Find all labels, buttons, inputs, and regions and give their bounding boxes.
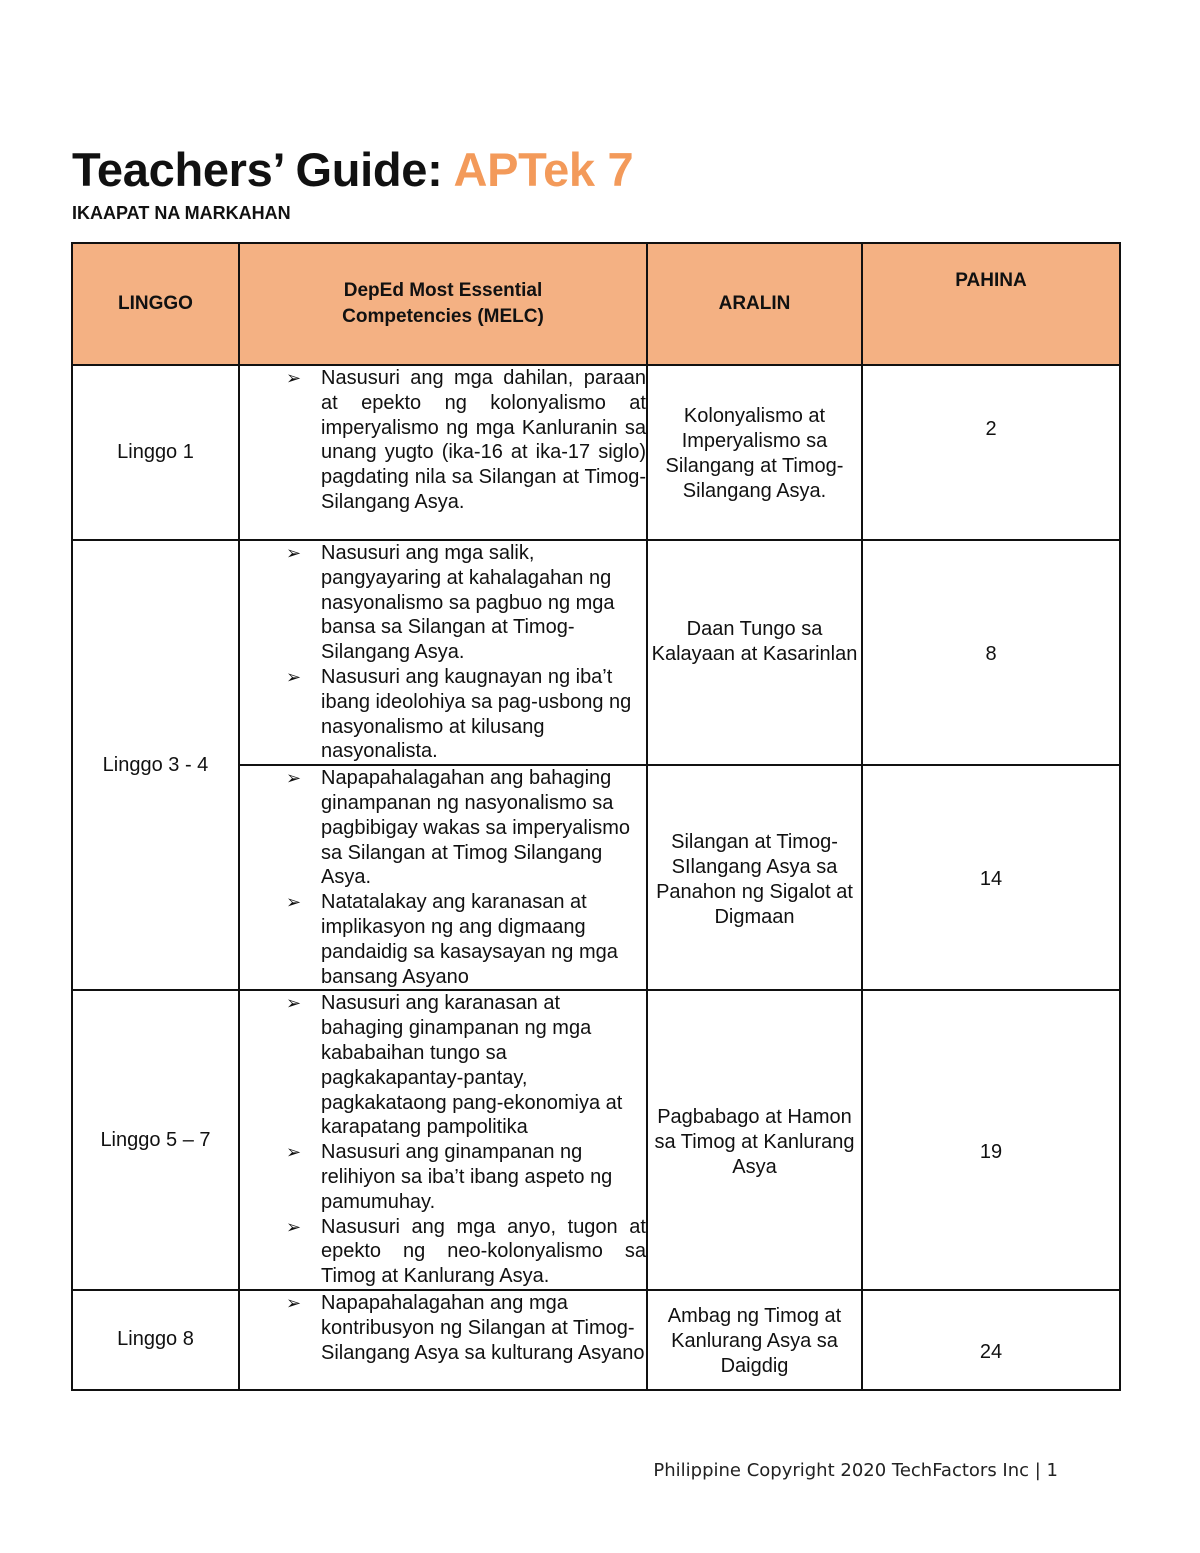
melc-list	[240, 766, 646, 989]
arrow-bullet-icon: ➢	[286, 1142, 302, 1163]
arrow-bullet-icon: ➢	[286, 993, 302, 1014]
header-page: PAHINA	[862, 243, 1120, 365]
week-cell: Linggo 1	[72, 365, 239, 540]
melc-item: ➢ Nasusuri ang kaugnayan ng iba’t ibang ideolohiya sa pag-usbong ng nasyonalismo at kilusang nasyonalista.	[286, 665, 632, 763]
melc-list	[240, 991, 646, 1289]
melc-cell	[239, 1290, 647, 1390]
table-row	[72, 540, 1120, 765]
page-cell: 8	[862, 540, 1120, 765]
melc-item: ➢ Nasusuri ang mga anyo, tugon at epekto ng neo-kolonyalismo sa Timog at Kanlurang Asya.	[286, 1215, 646, 1288]
copyright-footer: Philippine Copyright 2020 TechFactors Inc | 1	[653, 1460, 1058, 1481]
arrow-bullet-icon: ➢	[286, 1216, 302, 1237]
table-row	[72, 365, 1120, 540]
melc-list	[240, 366, 646, 515]
melc-cell	[239, 365, 647, 540]
lesson-cell: Kolonyalismo at Imperyalismo sa Silangang at Timog-Silangang Asya.	[647, 365, 862, 540]
header-week: LINGGO	[72, 243, 239, 365]
melc-cell	[239, 540, 647, 765]
week-cell: Linggo 5 – 7	[72, 990, 239, 1290]
lesson-cell: Ambag ng Timog at Kanlurang Asya sa Daigdig	[647, 1290, 862, 1390]
arrow-bullet-icon: ➢	[286, 768, 302, 789]
quarter-subtitle: IKAAPAT NA MARKAHAN	[72, 203, 291, 223]
arrow-bullet-icon: ➢	[286, 368, 302, 388]
arrow-bullet-icon: ➢	[286, 666, 302, 687]
table-row	[72, 1290, 1120, 1390]
arrow-bullet-icon: ➢	[286, 892, 302, 913]
page-title	[72, 142, 633, 197]
lesson-cell: Pagbabago at Hamon sa Timog at Kanlurang Asya	[647, 990, 862, 1290]
title-accent: APTek 7	[453, 143, 634, 196]
header-melc: DepEd Most Essential Competencies (MELC)	[239, 243, 647, 365]
arrow-bullet-icon: ➢	[286, 1292, 302, 1313]
page-cell: 14	[862, 765, 1120, 990]
melc-list	[240, 1291, 646, 1365]
melc-item: ➢ Natatalakay ang karanasan at implikasyon ng ang digmaang pandaidig sa kasaysayan ng mga bansang Asyano	[286, 891, 618, 988]
melc-cell	[239, 990, 647, 1290]
melc-item: ➢ Nasusuri ang ginampanan ng relihiyon sa iba’t ibang aspeto ng pamumuhay.	[286, 1141, 613, 1213]
title-prefix: Teachers’ Guide:	[72, 143, 454, 196]
header-lesson: ARALIN	[647, 243, 862, 365]
arrow-bullet-icon: ➢	[286, 543, 302, 563]
page-cell: 19	[862, 990, 1120, 1290]
melc-item: ➢ Napapahalagahan ang mga kontribusyon ng Silangan at Timog-Silangang Asya sa kulturang Asyano	[286, 1291, 645, 1364]
page-cell: 2	[862, 365, 1120, 540]
lesson-cell: Daan Tungo sa Kalayaan at Kasarinlan	[647, 540, 862, 765]
melc-cell	[239, 765, 647, 990]
lesson-cell: Silangan at Timog-SIlangang Asya sa Panahon ng Sigalot at Digmaan	[647, 765, 862, 990]
competency-table	[71, 242, 1121, 1391]
melc-list	[240, 541, 646, 764]
melc-item: ➢ Nasusuri ang mga salik, pangyayaring at kahalagahan ng nasyonalismo sa pagbuo ng mga bansa sa Silangan at Timog-Silangang Asya.	[286, 542, 615, 664]
week-cell: Linggo 3 - 4	[72, 540, 239, 990]
week-cell: Linggo 8	[72, 1290, 239, 1390]
table-row	[72, 990, 1120, 1290]
table-header-row	[72, 243, 1120, 365]
melc-item: ➢ Nasusuri ang mga dahilan, paraan at epekto ng kolonyalismo at imperyalismo ng mga Kanluranin sa unang yugto (ika-16 at ika-17 siglo) pagdating nila sa Silangan at Timog-Silangang Asya.	[286, 367, 646, 513]
page-cell: 24	[862, 1290, 1120, 1390]
melc-item: ➢ Nasusuri ang karanasan at bahaging ginampanan ng mga kababaihan tungo sa pagkakapantay-pantay, pagkakataong pang-ekonomiya at karapatang pampolitika	[286, 992, 623, 1139]
melc-item: ➢ Napapahalagahan ang bahaging ginampanan ng nasyonalismo sa pagbibigay wakas sa imperyalismo sa Silangan at Timog Silangang Asya.	[286, 767, 631, 889]
